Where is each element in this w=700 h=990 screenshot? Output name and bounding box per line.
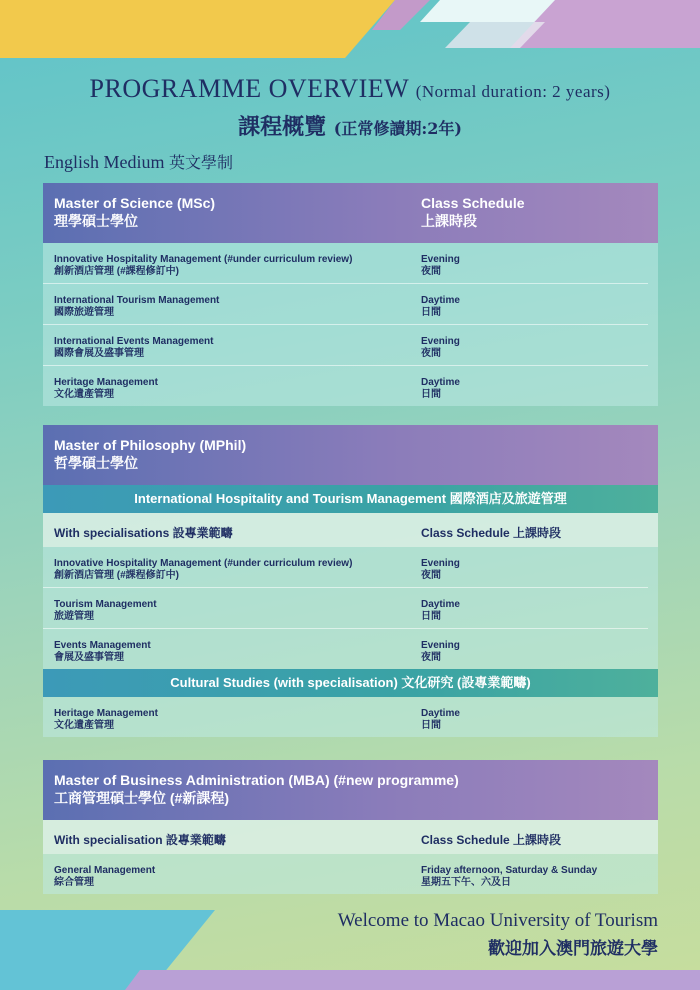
schedule-zh: 日間 xyxy=(421,720,441,731)
table-row xyxy=(43,697,648,737)
programme-name-en: International Events Management xyxy=(54,336,214,347)
table-row xyxy=(43,325,648,366)
schedule-zh: 夜間 xyxy=(421,266,441,277)
schedule-en: Friday afternoon, Saturday & Sunday xyxy=(421,865,598,876)
title-duration-zh: (正常修讀期:2年) xyxy=(333,119,462,138)
title-zh: 課程概覽 xyxy=(238,114,327,140)
schedule-label: Class Schedule 上課時段 xyxy=(421,833,562,847)
mphil-subheader xyxy=(43,513,658,547)
cultural-studies-band: Cultural Studies (with specialisation) 文化研究 (設專業範疇) xyxy=(43,669,658,697)
table-row xyxy=(43,547,648,588)
programme-name-en: International Tourism Management xyxy=(54,295,220,306)
msc-card xyxy=(43,183,658,406)
top-decoration xyxy=(0,0,700,70)
schedule-en: Daytime xyxy=(421,599,460,610)
programme-name-zh: 文化遺產管理 xyxy=(54,720,114,731)
medium-heading xyxy=(44,150,233,173)
schedule-zh: 星期五下午、六及日 xyxy=(421,877,511,888)
schedule-label: Class Schedule 上課時段 xyxy=(421,526,562,540)
mba-header xyxy=(43,760,658,820)
medium-en: English Medium xyxy=(44,152,165,172)
programme-name-en: Tourism Management xyxy=(54,599,157,610)
medium-zh: 英文學制 xyxy=(169,153,234,172)
schedule-zh: 日間 xyxy=(421,307,441,318)
table-row xyxy=(43,588,648,629)
msc-schedule-zh: 上課時段 xyxy=(421,213,477,229)
welcome-message xyxy=(338,910,658,959)
mphil-title-zh: 哲學碩士學位 xyxy=(54,455,138,471)
mba-card xyxy=(43,760,658,894)
programme-name-en: General Management xyxy=(54,865,156,876)
mphil-rows xyxy=(43,547,658,669)
schedule-en: Daytime xyxy=(421,377,460,388)
schedule-en: Daytime xyxy=(421,708,460,719)
programme-name-en: Events Management xyxy=(54,640,151,651)
programme-name-en: Heritage Management xyxy=(54,377,158,388)
mba-subheader xyxy=(43,820,658,854)
programme-name-zh: 創新酒店管理 (#課程修訂中) xyxy=(54,570,179,581)
table-row xyxy=(43,629,648,669)
programme-name-zh: 創新酒店管理 (#課程修訂中) xyxy=(54,266,179,277)
programme-name-en: Innovative Hospitality Management (#under curriculum review) xyxy=(54,254,353,265)
programme-name-zh: 國際旅遊管理 xyxy=(54,307,114,318)
mba-title-zh: 工商管理碩士學位 (#新課程) xyxy=(54,790,229,806)
schedule-zh: 日間 xyxy=(421,389,441,400)
mba-rows xyxy=(43,854,658,894)
programme-name-zh: 會展及盛事管理 xyxy=(54,652,124,663)
msc-header xyxy=(43,183,658,243)
welcome-zh: 歡迎加入澳門旅遊大學 xyxy=(488,939,658,959)
schedule-zh: 夜間 xyxy=(421,652,441,663)
title-en: PROGRAMME OVERVIEW xyxy=(89,74,409,103)
mphil-title-en: Master of Philosophy (MPhil) xyxy=(54,437,247,453)
schedule-zh: 日間 xyxy=(421,611,441,622)
specialisation-label: With specialisation 設專業範疇 xyxy=(54,833,226,847)
programme-name-zh: 文化遺產管理 xyxy=(54,389,114,400)
ihtm-band: International Hospitality and Tourism Management 國際酒店及旅遊管理 xyxy=(43,485,658,513)
page-title-zh xyxy=(0,110,700,141)
schedule-zh: 夜間 xyxy=(421,348,441,359)
schedule-en: Evening xyxy=(421,640,460,651)
schedule-en: Evening xyxy=(421,336,460,347)
mphil-rows2 xyxy=(43,697,658,737)
table-row xyxy=(43,854,648,894)
msc-schedule-en: Class Schedule xyxy=(421,195,525,211)
page-title xyxy=(0,74,700,104)
programme-name-zh: 旅遊管理 xyxy=(54,611,94,622)
programme-name-zh: 國際會展及盛事管理 xyxy=(54,348,144,359)
mphil-header xyxy=(43,425,658,485)
schedule-en: Daytime xyxy=(421,295,460,306)
msc-title-zh: 理學碩士學位 xyxy=(54,213,138,229)
specialisation-label: With specialisations 設專業範疇 xyxy=(54,526,233,540)
programme-name-zh: 綜合管理 xyxy=(54,877,94,888)
table-row xyxy=(43,243,648,284)
programme-name-en: Innovative Hospitality Management (#under curriculum review) xyxy=(54,558,353,569)
welcome-en: Welcome to Macao University of Tourism xyxy=(337,910,658,931)
title-duration-en: (Normal duration: 2 years) xyxy=(415,82,611,101)
schedule-zh: 夜間 xyxy=(421,570,441,581)
msc-title-en: Master of Science (MSc) xyxy=(54,195,216,211)
msc-rows xyxy=(43,243,658,406)
mphil-card xyxy=(43,425,658,737)
programme-name-en: Heritage Management xyxy=(54,708,158,719)
table-row xyxy=(43,366,648,406)
schedule-en: Evening xyxy=(421,558,460,569)
table-row xyxy=(43,284,648,325)
mba-title-en: Master of Business Administration (MBA) (#new programme) xyxy=(54,772,459,788)
schedule-en: Evening xyxy=(421,254,460,265)
